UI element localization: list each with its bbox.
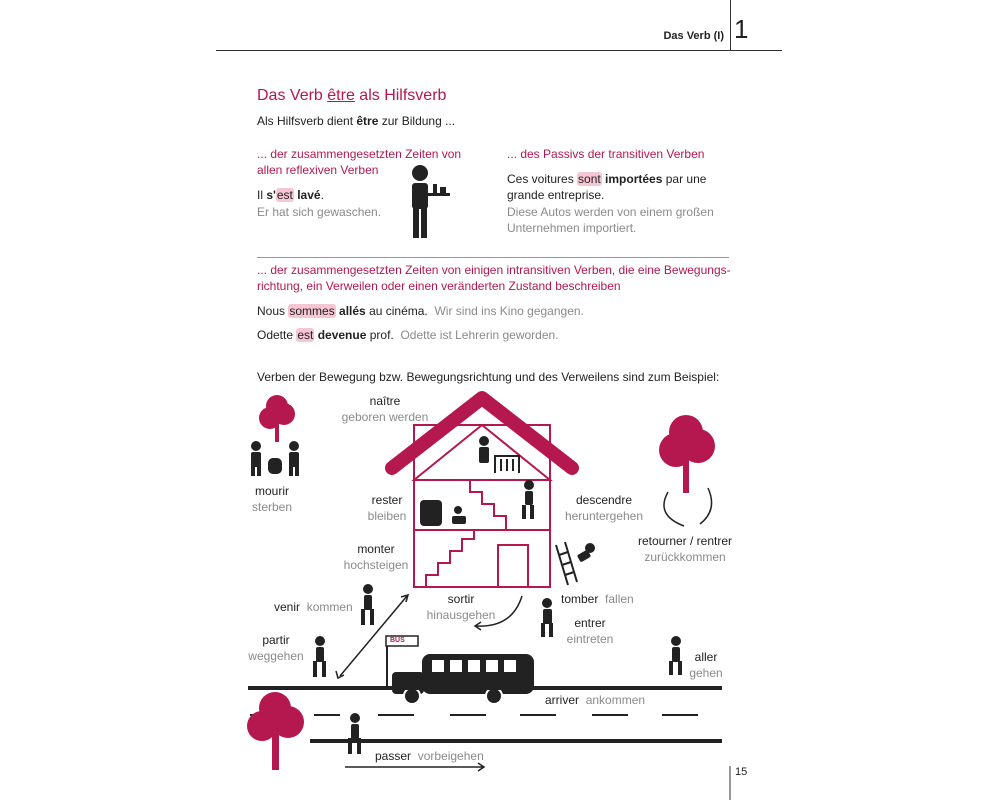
road-line-top	[248, 686, 722, 690]
tree-icon-bottom	[247, 692, 304, 770]
verb-mourir: mourir sterben	[251, 484, 293, 514]
intro-text: Als Hilfsverb dient être zur Bildung ...	[257, 114, 456, 128]
chapter-number: 1	[734, 14, 749, 44]
bus-sign-label: BUS	[390, 637, 405, 644]
running-header: Das Verb (I)	[663, 30, 724, 42]
tree-icon-right	[659, 415, 715, 493]
reflexive-translation: Er hat sich gewaschen.	[257, 205, 382, 219]
verb-entrer: entrer eintreten	[566, 616, 614, 646]
reflexive-example: Il s'est lavé.	[257, 188, 324, 202]
intransitive-example-1: Nous sommes allés au cinéma. Wir sind ins Kino gegangen.	[257, 304, 584, 318]
passive-heading: ... des Passivs der transitiven Verben	[507, 147, 705, 161]
verb-passer: passer vorbeigehen	[375, 749, 484, 763]
intransitive-example-2: Odette est devenue prof. Odette ist Lehrerin geworden.	[257, 328, 559, 342]
verb-naitre: naître geboren werden	[341, 394, 429, 424]
verb-monter: monter hochsteigen	[343, 542, 409, 572]
bus-icon	[392, 654, 534, 704]
reflexive-heading: ... der zusammengesetzten Zeiten von allen reflexiven Verben	[257, 147, 462, 177]
intransitive-heading: ... der zusammengesetzten Zeiten von einigen intransitiven Verben, die eine Bewegungs- richtung, ein Verweilen oder einen veränderten Zustand beschreiben	[257, 263, 731, 293]
ladder-icon	[556, 542, 577, 585]
verb-rester: rester bleiben	[367, 493, 407, 523]
road-line-bottom	[310, 739, 722, 743]
house-icon	[392, 398, 572, 587]
page-title: Das Verb être als Hilfsverb	[257, 87, 447, 104]
verb-descendre: descendre heruntergehen	[564, 493, 644, 523]
verb-partir: partir weggehen	[248, 633, 304, 663]
passive-example: Ces voitures sont importées par une grande entreprise.	[507, 172, 707, 202]
examples-intro: Verben der Bewegung bzw. Bewegungsrichtung und des Verweilens sind zum Beispiel:	[257, 370, 720, 384]
falling-person-icon	[577, 543, 595, 562]
waiter-icon	[412, 165, 450, 238]
verb-venir: venir kommen	[274, 600, 353, 614]
verb-retourner: retourner / rentrer zurückkommen	[637, 534, 733, 564]
mourners-icon	[251, 441, 299, 476]
page-number: 15	[735, 766, 748, 778]
tree-icon	[259, 395, 295, 442]
verb-tomber: tomber fallen	[561, 592, 634, 606]
verb-arriver: arriver ankommen	[545, 693, 646, 707]
road-dashes	[250, 714, 698, 716]
verb-aller: aller gehen	[689, 650, 723, 680]
verb-sortir: sortir hinausgehen	[426, 592, 496, 622]
passive-translation: Diese Autos werden von einem großen Unternehmen importiert.	[507, 205, 714, 235]
